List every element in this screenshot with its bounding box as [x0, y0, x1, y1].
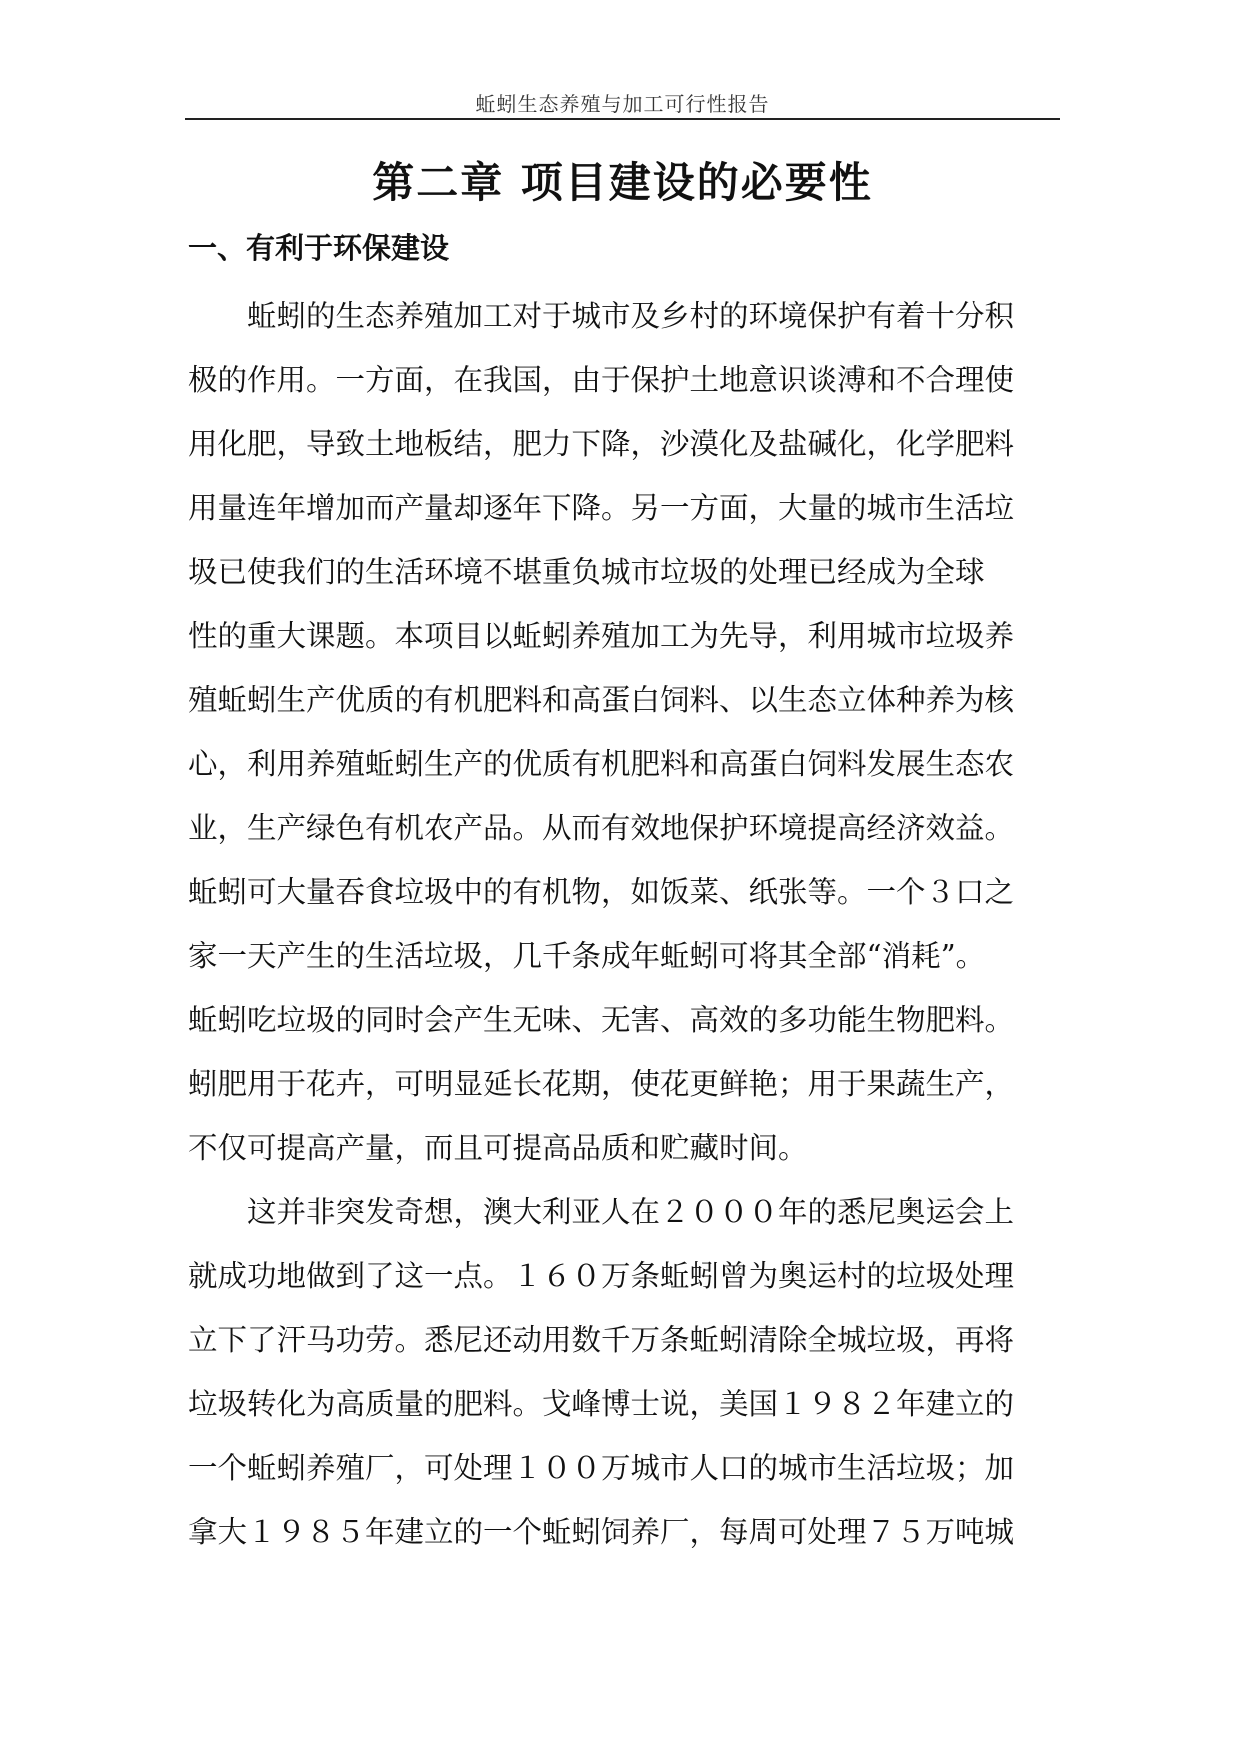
paragraph-line: 蚯蚓吃垃圾的同时会产生无味、无害、高效的多功能生物肥料。: [188, 1003, 1015, 1037]
paragraph-line: 就成功地做到了这一点。１６０万条蚯蚓曾为奥运村的垃圾处理: [188, 1259, 1015, 1293]
paragraph-line: 蚯蚓可大量吞食垃圾中的有机物，如饭菜、纸张等。一个３口之: [188, 875, 1015, 909]
paragraph-line: 拿大１９８５年建立的一个蚯蚓饲养厂，每周可处理７５万吨城: [188, 1515, 1015, 1549]
running-header: 蚯蚓生态养殖与加工可行性报告: [475, 92, 770, 116]
paragraph-line: 性的重大课题。本项目以蚯蚓养殖加工为先导，利用城市垃圾养: [188, 619, 1015, 653]
paragraph-line: 不仅可提高产量，而且可提高品质和贮藏时间。: [188, 1131, 808, 1165]
paragraph-line: 这并非突发奇想，澳大利亚人在２０００年的悉尼奥运会上: [247, 1195, 1015, 1229]
paragraph-1: [188, 284, 1068, 1180]
paragraph-line: 家一天产生的生活垃圾，几千条成年蚯蚓可将其全部“消耗”。: [188, 939, 986, 973]
body-text: [188, 284, 1068, 1564]
paragraph-line: 立下了汗马功劳。悉尼还动用数千万条蚯蚓清除全城垃圾，再将: [188, 1323, 1015, 1357]
paragraph-line: 蚓肥用于花卉，可明显延长花期，使花更鲜艳；用于果蔬生产，: [188, 1067, 1015, 1101]
paragraph-line: 心，利用养殖蚯蚓生产的优质有机肥料和高蛋白饲料发展生态农: [188, 747, 1015, 781]
header-divider: [185, 118, 1060, 120]
paragraph-line: 殖蚯蚓生产优质的有机肥料和高蛋白饲料、以生态立体种养为核: [188, 683, 1015, 717]
paragraph-line: 垃圾转化为高质量的肥料。戈峰博士说，美国１９８２年建立的: [188, 1387, 1015, 1421]
paragraph-line: 蚯蚓的生态养殖加工对于城市及乡村的环境保护有着十分积: [247, 299, 1015, 333]
paragraph-line: 业，生产绿色有机农产品。从而有效地保护环境提高经济效益。: [188, 811, 1015, 845]
paragraph-line: 一个蚯蚓养殖厂，可处理１００万城市人口的城市生活垃圾；加: [188, 1451, 1015, 1485]
section-heading: 一、有利于环保建设: [188, 231, 450, 265]
paragraph-line: 用量连年增加而产量却逐年下降。另一方面，大量的城市生活垃: [188, 491, 1015, 525]
paragraph-line: 用化肥，导致土地板结，肥力下降，沙漠化及盐碱化，化学肥料: [188, 427, 1015, 461]
chapter-title: 第二章 项目建设的必要性: [372, 158, 873, 207]
paragraph-2: [188, 1180, 1068, 1564]
paragraph-line: 极的作用。一方面，在我国，由于保护土地意识谈溥和不合理使: [188, 363, 1015, 397]
paragraph-line: 圾已使我们的生活环境不堪重负城市垃圾的处理已经成为全球: [188, 555, 985, 589]
